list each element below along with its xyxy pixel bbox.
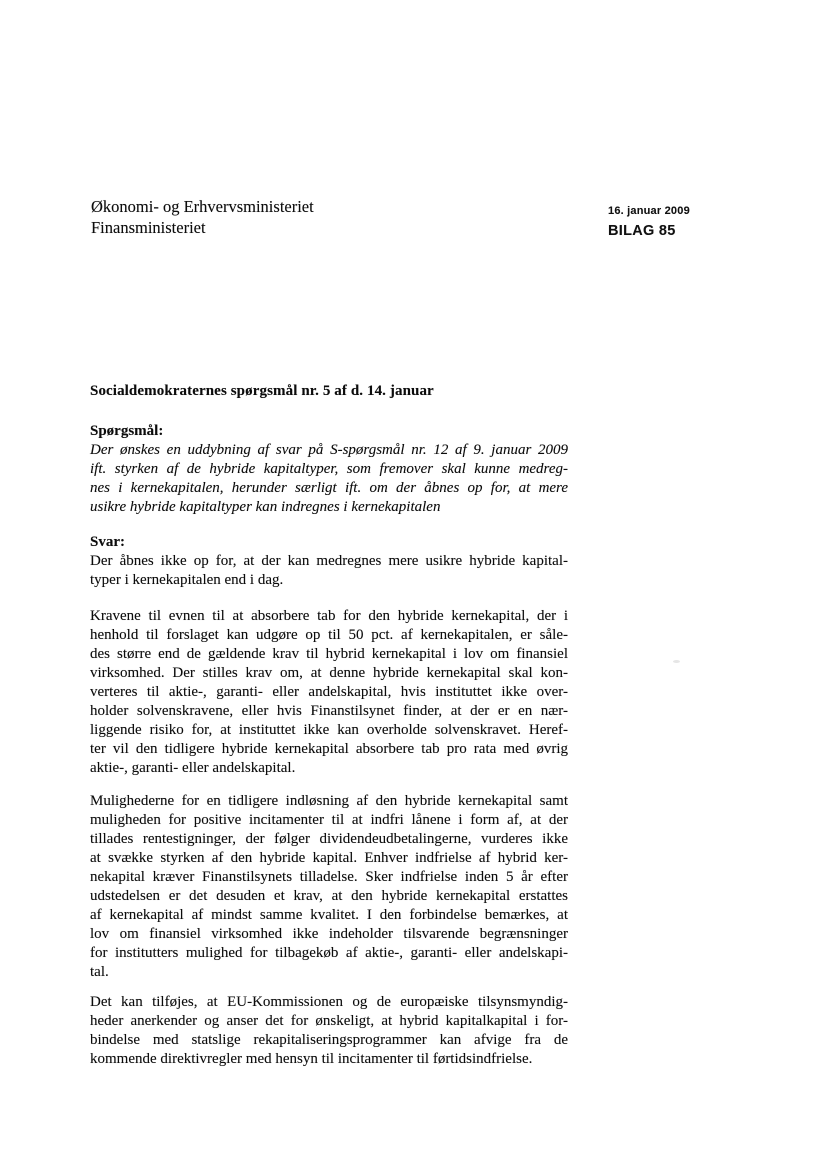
document-date: 16. januar 2009: [608, 205, 690, 217]
body-line: tillades rentestigninger, der følger dividendeudbetalingerne, vurderes ikke: [90, 831, 568, 847]
answer-section: [90, 533, 568, 590]
body-line: verteres til aktie-, garanti- eller andelskapital, hvis instituttet ikke over-: [90, 684, 568, 700]
body-paragraph-2: [90, 792, 568, 982]
answer-line: typer i kernekapitalen end i dag.: [90, 572, 284, 588]
body-line: tal.: [90, 964, 109, 980]
sender-block: [91, 196, 314, 238]
question-section: [90, 422, 568, 517]
question-heading: Spørgsmål:: [90, 423, 164, 439]
body-line: muligheden for positive incitamenter til at indfri lånene i form af, at der: [90, 812, 568, 828]
body-line: nekapital kræver Finanstilsynets tilladelse. Sker indfrielse inden 5 år efter: [90, 869, 568, 885]
body-line: heder anerkender og anser det for ønskeligt, at hybrid kapitalkapital i for-: [90, 1013, 568, 1029]
body-line: bindelse med statslige rekapitaliseringsprogrammer kan afvige fra de: [90, 1032, 568, 1048]
answer-line: Der åbnes ikke op for, at der kan medregnes mere usikre hybride kapital-: [90, 553, 568, 569]
scan-artifact: [673, 660, 680, 663]
attachment-label: BILAG 85: [608, 223, 676, 239]
reference-block: [608, 204, 690, 240]
sender-line-ministry-2: Finansministeriet: [91, 218, 206, 237]
body-line: holder solvenskravene, eller hvis Finanstilsynet finder, at der er en nær-: [90, 703, 568, 719]
body-line: liggende risiko for, at instituttet ikke kan overholde solvenskravet. Heref-: [90, 722, 568, 738]
body-line: at svække styrken af den hybride kapital. Enhver indfrielse af hybrid ker-: [90, 850, 568, 866]
question-line: ift. styrken af de hybride kapitaltyper, som fremover skal kunne medreg-: [90, 461, 568, 477]
body-paragraph-1: [90, 607, 568, 778]
body-line: Kravene til evnen til at absorbere tab for den hybride kernekapital, der i: [90, 608, 568, 624]
sender-line-ministry-1: Økonomi- og Erhvervsministeriet: [91, 197, 314, 216]
body-line: virksomhed. Der stilles krav om, at denne hybride kernekapital skal kon-: [90, 665, 568, 681]
body-line: aktie-, garanti- eller andelskapital.: [90, 760, 296, 776]
body-line: Det kan tilføjes, at EU-Kommissionen og de europæiske tilsynsmyndig-: [90, 994, 568, 1010]
body-line: des større end de gældende krav til hybrid kernekapital i lov om finansiel: [90, 646, 568, 662]
body-line: af kernekapital af mindst samme kvalitet. I den forbindelse bemærkes, at: [90, 907, 568, 923]
question-line: Der ønskes en uddybning af svar på S-spørgsmål nr. 12 af 9. januar 2009: [90, 442, 568, 458]
question-line: nes i kernekapitalen, herunder særligt ift. om der åbnes op for, at mere: [90, 480, 568, 496]
answer-heading: Svar:: [90, 534, 125, 550]
body-line: henhold til forslaget kan udgøre op til 50 pct. af kernekapitalen, er såle-: [90, 627, 568, 643]
question-line: usikre hybride kapitaltyper kan indregnes i kernekapitalen: [90, 499, 441, 515]
body-paragraph-3: [90, 993, 568, 1069]
body-line: Mulighederne for en tidligere indløsning af den hybride kernekapital samt: [90, 793, 568, 809]
body-line: ter vil den tidligere hybride kernekapital absorbere tab pro rata med øvrig: [90, 741, 568, 757]
document-body: [90, 382, 568, 1069]
body-line: udstedelsen er det desuden et krav, at den hybride kernekapital erstattes: [90, 888, 568, 904]
body-line: lov om finansiel virksomhed ikke indeholder tilsvarende begrænsninger: [90, 926, 568, 942]
body-line: kommende direktivregler med hensyn til incitamenter til førtidsindfrielse.: [90, 1051, 533, 1067]
document-title: Socialdemokraternes spørgsmål nr. 5 af d. 14. januar: [90, 383, 434, 399]
body-line: for institutters mulighed for tilbagekøb af aktie-, garanti- eller andelskapi-: [90, 945, 568, 961]
